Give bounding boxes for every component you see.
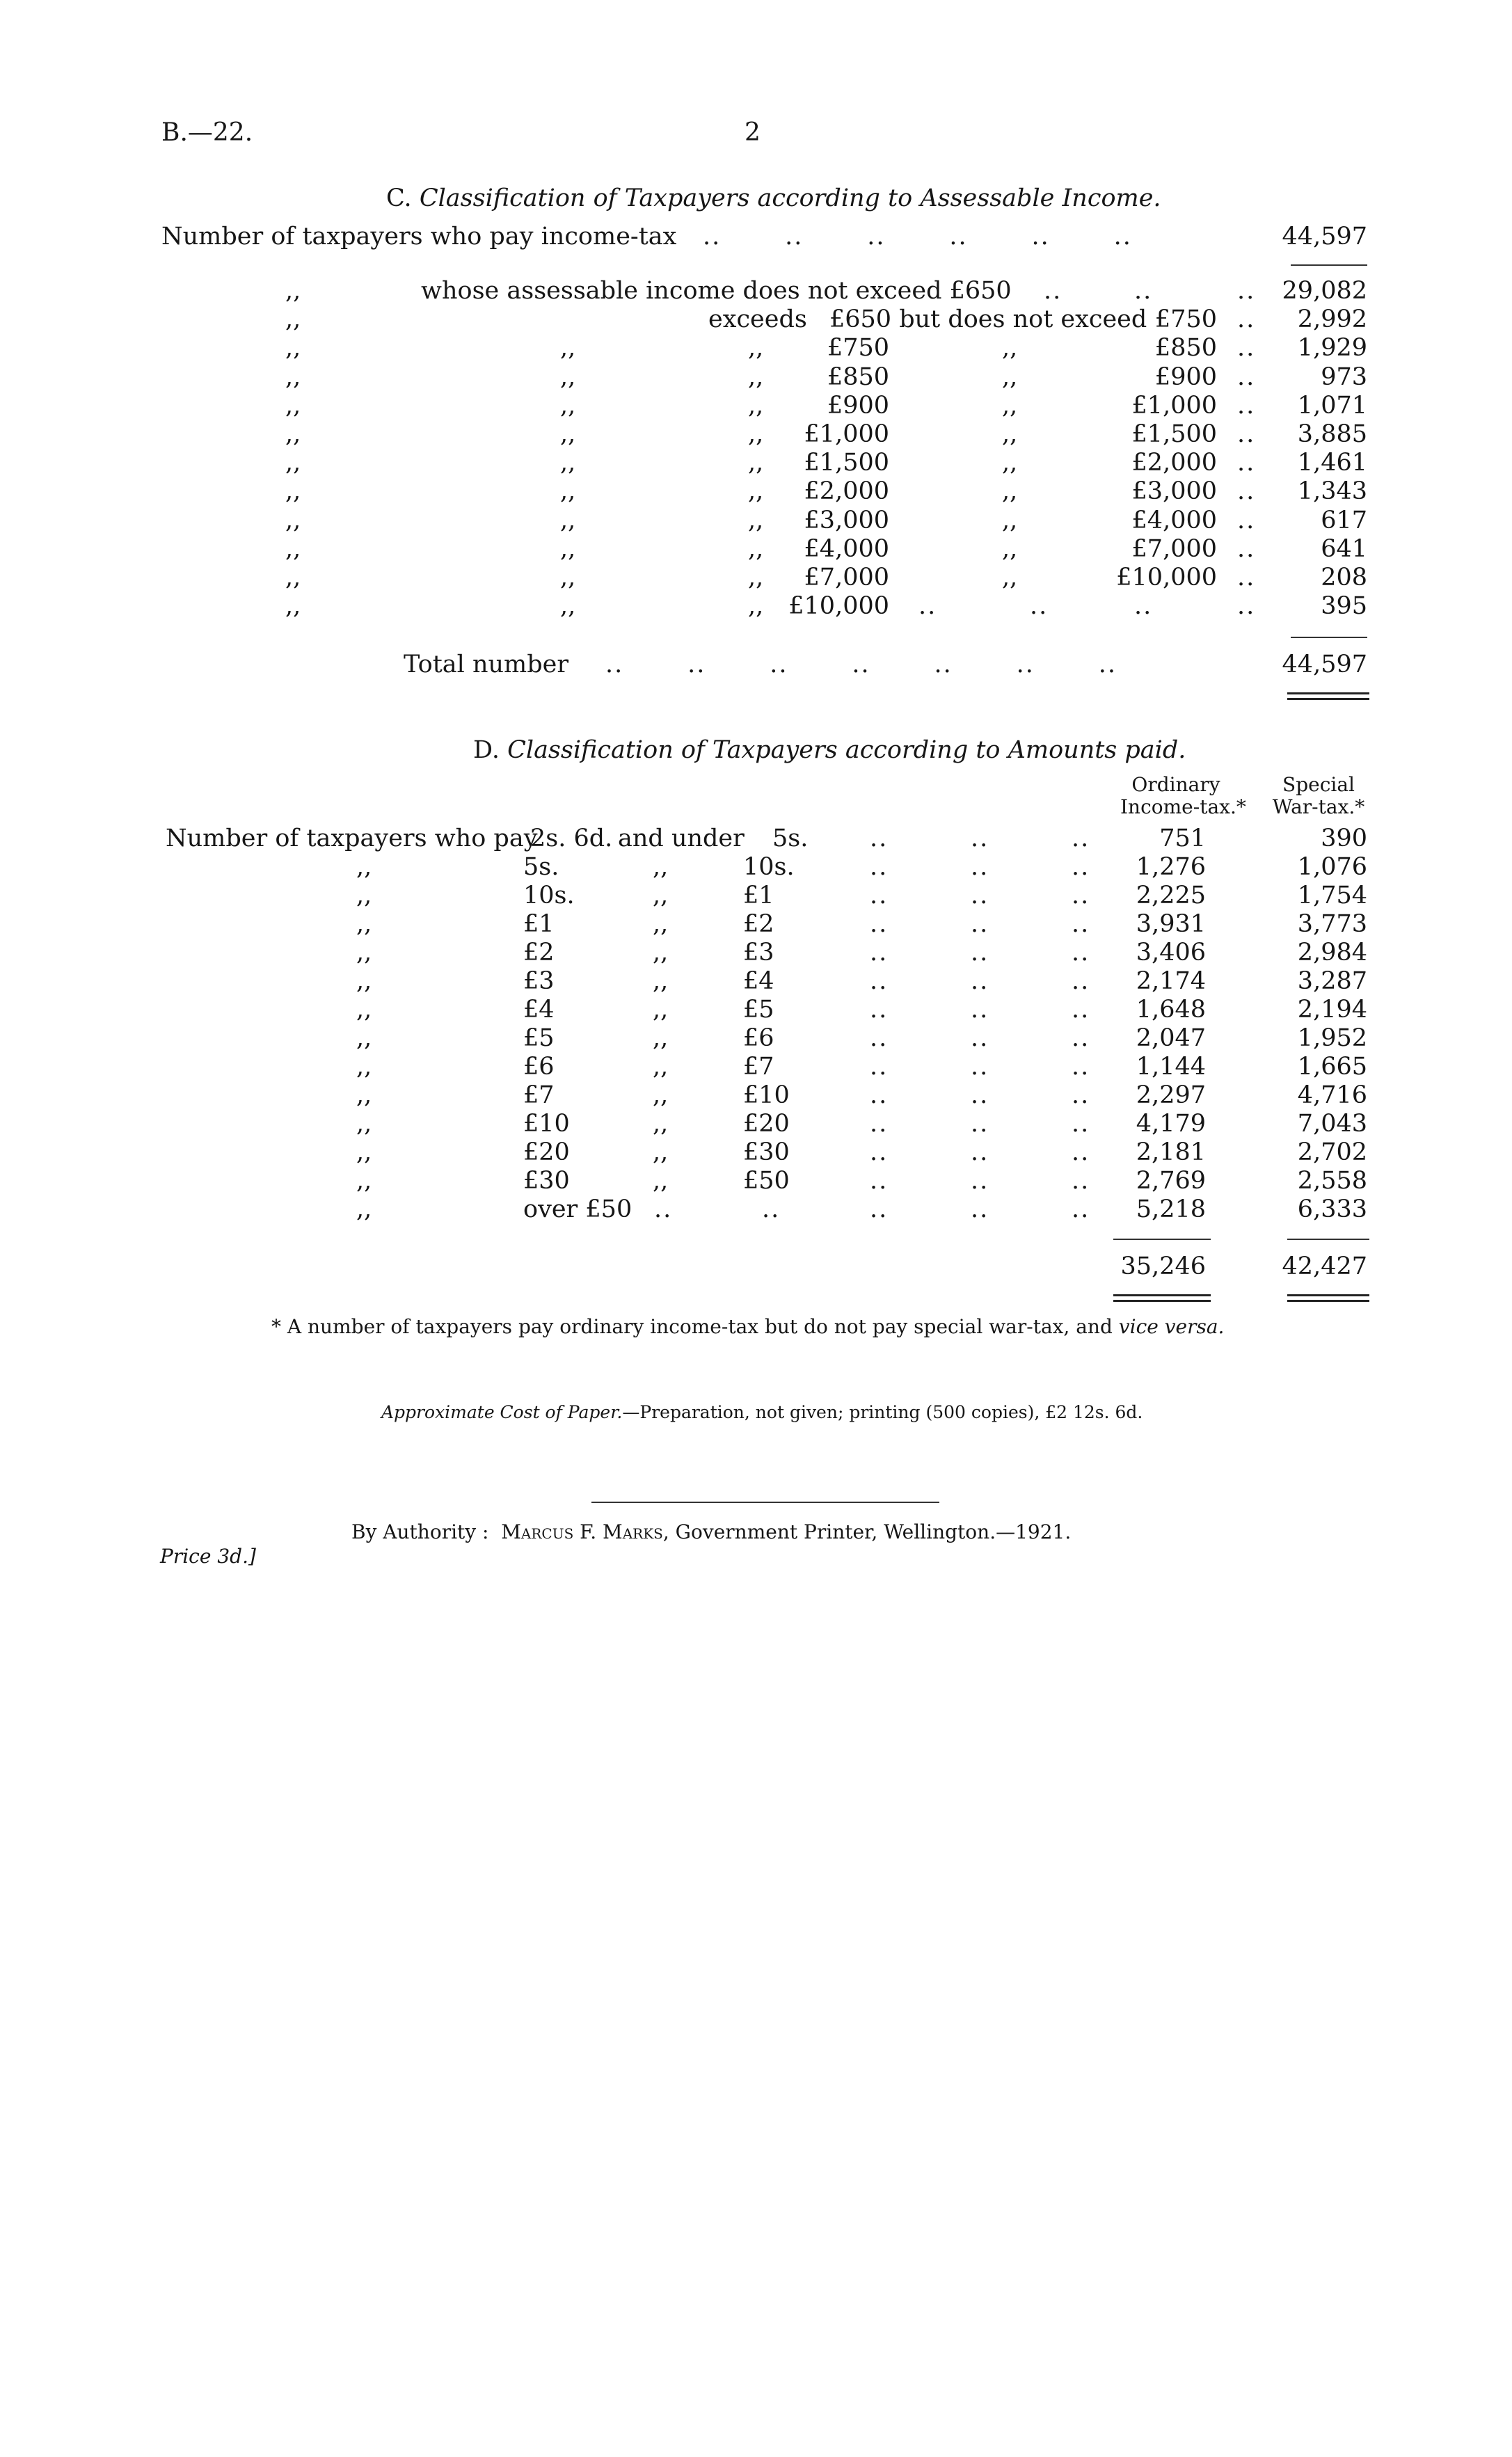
leader-dots: ..	[971, 882, 989, 909]
leader-dots: ..	[1237, 564, 1256, 591]
ditto-mark: ,,	[356, 910, 372, 938]
leader-dots: ..	[1072, 1053, 1090, 1081]
leader-dots: ..	[971, 996, 989, 1024]
leader-dots: ..	[971, 910, 989, 938]
amount-to: £6	[743, 1024, 774, 1052]
leader-dots: ..	[1237, 506, 1256, 534]
income-range-from: £1,500	[804, 449, 889, 477]
leader-dots: ..	[971, 1167, 989, 1195]
ditto-mark: ,,	[653, 1053, 669, 1081]
section-c-intro-label: Number of taxpayers who pay income-tax	[161, 223, 677, 251]
ditto-mark: ,,	[748, 477, 764, 506]
leader-dots: ..	[971, 853, 989, 881]
amount-from: £6	[523, 1053, 555, 1081]
ditto-mark: ,,	[356, 853, 372, 881]
amount-to: £30	[743, 1138, 790, 1166]
ditto-mark: ,,	[285, 391, 301, 420]
ditto-mark: ,,	[285, 277, 301, 305]
ordinary-count: 2,047	[1136, 1024, 1206, 1052]
leader-dots: ..	[870, 1195, 889, 1223]
ditto-mark: ,,	[356, 1167, 372, 1195]
leader-dots: ..	[1237, 592, 1256, 621]
income-count: 3,885	[1297, 420, 1367, 448]
ditto-mark: ,,	[653, 882, 669, 909]
income-range-from: £7,000	[804, 564, 889, 591]
double-rule	[1113, 1300, 1211, 1302]
leader-dots: ..	[918, 592, 937, 621]
leader-dots: .. .. .. .. .. .. ..	[605, 651, 1117, 678]
amount-to: £20	[743, 1110, 790, 1138]
ditto-mark: ,,	[356, 996, 372, 1024]
leader-dots: ..	[1072, 825, 1090, 852]
ditto-mark: ,,	[560, 449, 576, 477]
income-range-text: whose assessable income does not exceed £650	[421, 277, 1012, 305]
income-count: 1,343	[1297, 477, 1367, 506]
ordinary-count: 4,179	[1136, 1110, 1206, 1138]
leader-dots: ..	[1237, 477, 1256, 506]
ditto-mark: ,,	[285, 534, 301, 563]
ordinary-count: 1,144	[1136, 1053, 1206, 1081]
leader-dots: ..	[1237, 420, 1256, 448]
rule	[1287, 1239, 1369, 1240]
income-count: 208	[1321, 564, 1367, 591]
income-count: 29,082	[1282, 277, 1367, 305]
ditto-mark: ,,	[285, 420, 301, 448]
double-rule	[1113, 1294, 1211, 1296]
leader-dots: ..	[1072, 882, 1090, 909]
income-range-from: £1,000	[804, 420, 889, 448]
price: Price 3d.]	[160, 1545, 256, 1568]
leader-dots: ..	[1237, 449, 1256, 477]
leader-dots: ..	[971, 1138, 989, 1166]
income-count: 2,992	[1297, 305, 1367, 334]
amount-from: 10s.	[523, 882, 575, 909]
ditto-mark: ,,	[1002, 534, 1018, 563]
income-range-to: £3,000	[1131, 477, 1217, 506]
imprint-rule	[591, 1502, 939, 1503]
ditto-mark: ,,	[285, 305, 301, 334]
special-count: 390	[1321, 825, 1367, 852]
ditto-mark: ,,	[748, 334, 764, 363]
rule	[1291, 637, 1367, 638]
special-count: 6,333	[1297, 1195, 1367, 1223]
section-c-intro-value: 44,597	[1282, 223, 1367, 251]
ordinary-count: 2,225	[1136, 882, 1206, 909]
amount-to: £10	[743, 1081, 790, 1109]
leader-dots: ..	[971, 1081, 989, 1109]
income-count: 1,461	[1297, 449, 1367, 477]
leader-dots: ..	[1134, 277, 1153, 305]
income-range-to: £900	[1154, 363, 1217, 391]
leader-dots: ..	[762, 1195, 781, 1223]
rule	[1113, 1239, 1211, 1240]
leader-dots: ..	[870, 939, 889, 967]
amount-to: £7	[743, 1053, 774, 1081]
leader-dots: ..	[971, 825, 989, 852]
leader-dots: ..	[1237, 277, 1256, 305]
income-range-from: £4,000	[804, 534, 889, 563]
amount-from: £3	[523, 967, 555, 995]
leader-dots: ..	[1072, 853, 1090, 881]
leader-dots: ..	[1072, 1138, 1090, 1166]
ditto-mark: ,,	[1002, 420, 1018, 448]
amount-to: £4	[743, 967, 774, 995]
amount-from: 5s.	[523, 853, 559, 881]
ditto-mark: ,,	[560, 564, 576, 591]
leader-dots: .. .. .. .. .. ..	[703, 223, 1132, 251]
special-war-tax-header: Special War-tax.*	[1272, 773, 1365, 818]
leader-dots: ..	[971, 1195, 989, 1223]
total-ordinary: 35,246	[1120, 1253, 1206, 1280]
leader-dots: ..	[1237, 391, 1256, 420]
ditto-mark: ,,	[653, 910, 669, 938]
ditto-mark: ,,	[356, 1024, 372, 1052]
ordinary-count: 3,931	[1136, 910, 1206, 938]
leader-dots: ..	[1072, 1110, 1090, 1138]
ditto-mark: ,,	[748, 363, 764, 391]
special-count: 1,665	[1297, 1053, 1367, 1081]
leader-dots: ..	[1237, 305, 1256, 334]
special-count: 1,076	[1297, 853, 1367, 881]
ordinary-count: 2,181	[1136, 1138, 1206, 1166]
page-number: 2	[745, 118, 761, 147]
leader-dots: ..	[870, 910, 889, 938]
ditto-mark: ,,	[560, 334, 576, 363]
amount-to: £1	[743, 882, 774, 909]
section-c-total-label: Total number	[404, 651, 569, 678]
ditto-mark: ,,	[560, 391, 576, 420]
amount-from: £1	[523, 910, 555, 938]
amount-to: 5s.	[772, 825, 809, 852]
section-c-total-value: 44,597	[1282, 651, 1367, 678]
leader-dots: ..	[870, 1024, 889, 1052]
ditto-mark: ,,	[653, 967, 669, 995]
special-count: 3,773	[1297, 910, 1367, 938]
income-range-to: £850	[1154, 334, 1217, 363]
ditto-mark: ,,	[653, 1081, 669, 1109]
ditto-mark: ,,	[285, 363, 301, 391]
income-count: 1,929	[1297, 334, 1367, 363]
ditto-mark: ,,	[653, 1167, 669, 1195]
ditto-mark: ,,	[748, 534, 764, 563]
income-count: 641	[1321, 534, 1367, 563]
amount-to: £5	[743, 996, 774, 1024]
ditto-mark: ,,	[285, 592, 301, 621]
amount-from: over £50	[523, 1195, 632, 1223]
income-range-from: £650 but does not exceed	[829, 305, 1147, 334]
leader-dots: ..	[870, 996, 889, 1024]
leader-dots: ..	[1072, 1195, 1090, 1223]
income-range-to: £4,000	[1131, 506, 1217, 534]
ditto-mark: ,,	[356, 1081, 372, 1109]
ditto-mark: ,,	[1002, 363, 1018, 391]
amount-from: £30	[523, 1167, 570, 1195]
leader-dots: ..	[870, 1081, 889, 1109]
income-count: 395	[1321, 592, 1367, 621]
leader-dots: ..	[1072, 967, 1090, 995]
ditto-mark: ,,	[653, 1110, 669, 1138]
ditto-mark: ,,	[285, 564, 301, 591]
income-range-to: £750	[1154, 305, 1217, 334]
leader-dots: ..	[971, 939, 989, 967]
leader-dots: ..	[1072, 996, 1090, 1024]
ditto-mark: ,,	[560, 506, 576, 534]
ditto-mark: ,,	[1002, 506, 1018, 534]
ordinary-count: 2,769	[1136, 1167, 1206, 1195]
special-count: 4,716	[1297, 1081, 1367, 1109]
ditto-mark: ,,	[560, 420, 576, 448]
leader-dots: ..	[1072, 1167, 1090, 1195]
ditto-mark: ,,	[560, 534, 576, 563]
double-rule	[1287, 1294, 1369, 1296]
ditto-mark: ,,	[356, 1053, 372, 1081]
income-range-to: £10,000	[1116, 564, 1217, 591]
ordinary-count: 2,297	[1136, 1081, 1206, 1109]
leader-dots: ..	[1044, 277, 1063, 305]
amount-from: £2	[523, 939, 555, 967]
leader-dots: ..	[870, 1110, 889, 1138]
special-count: 2,558	[1297, 1167, 1367, 1195]
ditto-mark: ,,	[748, 564, 764, 591]
income-count: 617	[1321, 506, 1367, 534]
ditto-mark: ,,	[356, 967, 372, 995]
ditto-mark: ,,	[356, 882, 372, 909]
ditto-mark: ,,	[653, 939, 669, 967]
amount-to: 10s.	[743, 853, 795, 881]
ditto-mark: ,,	[1002, 449, 1018, 477]
ditto-mark: ,,	[653, 996, 669, 1024]
cost-note: Approximate Cost of Paper.—Preparation, not given; printing (500 copies), £2 12s. 6d.	[381, 1402, 1143, 1422]
leader-dots: ..	[870, 967, 889, 995]
double-rule	[1287, 1300, 1369, 1302]
ditto-mark: ,,	[356, 939, 372, 967]
ordinary-count: 1,276	[1136, 853, 1206, 881]
income-range-to: £7,000	[1131, 534, 1217, 563]
leader-dots: ..	[1072, 1081, 1090, 1109]
leader-dots: ..	[654, 1195, 673, 1223]
ditto-mark: ,,	[285, 334, 301, 363]
income-range-from: £850	[827, 363, 889, 391]
ditto-mark: ,,	[748, 506, 764, 534]
income-range-to: £2,000	[1131, 449, 1217, 477]
amount-from: £10	[523, 1110, 570, 1138]
income-range-from: £2,000	[804, 477, 889, 506]
ditto-mark: ,,	[653, 1024, 669, 1052]
amount-to: £50	[743, 1167, 790, 1195]
leader-dots: ..	[1134, 592, 1153, 621]
income-count: 973	[1321, 363, 1367, 391]
ditto-mark: ,,	[1002, 564, 1018, 591]
amount-from: £4	[523, 996, 555, 1024]
amount-conj: and under	[618, 825, 745, 852]
imprint-line: By Authority : Marcus F. Marks, Government Printer, Wellington.—1921.	[351, 1520, 1072, 1543]
ditto-mark: ,,	[1002, 334, 1018, 363]
ditto-mark: ,,	[1002, 477, 1018, 506]
income-range-from: £10,000	[788, 592, 889, 621]
leader-dots: ..	[1072, 1024, 1090, 1052]
leader-dots: ..	[1237, 363, 1256, 391]
leader-dots: ..	[971, 967, 989, 995]
ordinary-income-tax-header: Ordinary Income-tax.*	[1120, 773, 1246, 818]
leader-dots: ..	[1237, 334, 1256, 363]
income-range-from: £3,000	[804, 506, 889, 534]
double-rule	[1287, 692, 1369, 694]
leader-dots: ..	[971, 1024, 989, 1052]
ditto-mark: ,,	[285, 477, 301, 506]
income-range-from: £750	[827, 334, 889, 363]
leader-dots: ..	[1072, 910, 1090, 938]
page-reference: B.—22.	[161, 118, 253, 147]
ditto-mark: ,,	[1002, 391, 1018, 420]
ditto-mark: ,,	[653, 1138, 669, 1166]
special-count: 1,952	[1297, 1024, 1367, 1052]
rule	[1291, 264, 1367, 266]
special-count: 3,287	[1297, 967, 1367, 995]
income-range-to: £1,500	[1131, 420, 1217, 448]
amount-from: £20	[523, 1138, 570, 1166]
section-c-title: C. Classification of Taxpayers according to Assessable Income.	[386, 184, 1161, 212]
ditto-mark: ,,	[356, 1110, 372, 1138]
section-d-title: D. Classification of Taxpayers according to Amounts paid.	[473, 736, 1186, 764]
amount-from: £5	[523, 1024, 555, 1052]
income-count: 1,071	[1297, 391, 1367, 420]
amount-from: £7	[523, 1081, 555, 1109]
ditto-mark: ,,	[356, 1195, 372, 1223]
amount-from: 2s. 6d.	[530, 825, 613, 852]
special-count: 2,702	[1297, 1138, 1367, 1166]
ditto-mark: ,,	[748, 592, 764, 621]
double-rule	[1287, 698, 1369, 700]
special-count: 2,984	[1297, 939, 1367, 967]
ordinary-count: 3,406	[1136, 939, 1206, 967]
ordinary-count: 1,648	[1136, 996, 1206, 1024]
amount-to: £3	[743, 939, 774, 967]
ordinary-count: 2,174	[1136, 967, 1206, 995]
leader-dots: ..	[870, 1138, 889, 1166]
ditto-mark: ,,	[560, 477, 576, 506]
ditto-mark: ,,	[285, 449, 301, 477]
ordinary-count: 751	[1159, 825, 1206, 852]
ditto-mark: ,,	[748, 420, 764, 448]
ditto-mark: ,,	[356, 1138, 372, 1166]
ditto-mark: ,,	[748, 449, 764, 477]
footnote: * A number of taxpayers pay ordinary income-tax but do not pay special war-tax, and vice versa.	[271, 1315, 1225, 1338]
ditto-mark: ,,	[560, 592, 576, 621]
income-range-text: exceeds	[708, 305, 807, 334]
ordinary-count: 5,218	[1136, 1195, 1206, 1223]
ditto-mark: ,,	[748, 391, 764, 420]
leader-dots: ..	[971, 1053, 989, 1081]
special-count: 2,194	[1297, 996, 1367, 1024]
leader-dots: ..	[870, 1167, 889, 1195]
ditto-mark: ,,	[653, 853, 669, 881]
ditto-mark: ,,	[285, 506, 301, 534]
leader-dots: ..	[870, 882, 889, 909]
leader-dots: ..	[1237, 534, 1256, 563]
total-special: 42,427	[1282, 1253, 1367, 1280]
income-range-from: £900	[827, 391, 889, 420]
income-range-to: £1,000	[1131, 391, 1217, 420]
leader-dots: ..	[870, 1053, 889, 1081]
leader-dots: ..	[1072, 939, 1090, 967]
leader-dots: ..	[870, 825, 889, 852]
amount-to: £2	[743, 910, 774, 938]
leader-dots: ..	[870, 853, 889, 881]
special-count: 1,754	[1297, 882, 1367, 909]
row-label: Number of taxpayers who pay	[166, 825, 538, 852]
special-count: 7,043	[1297, 1110, 1367, 1138]
leader-dots: ..	[1030, 592, 1049, 621]
ditto-mark: ,,	[560, 363, 576, 391]
leader-dots: ..	[971, 1110, 989, 1138]
